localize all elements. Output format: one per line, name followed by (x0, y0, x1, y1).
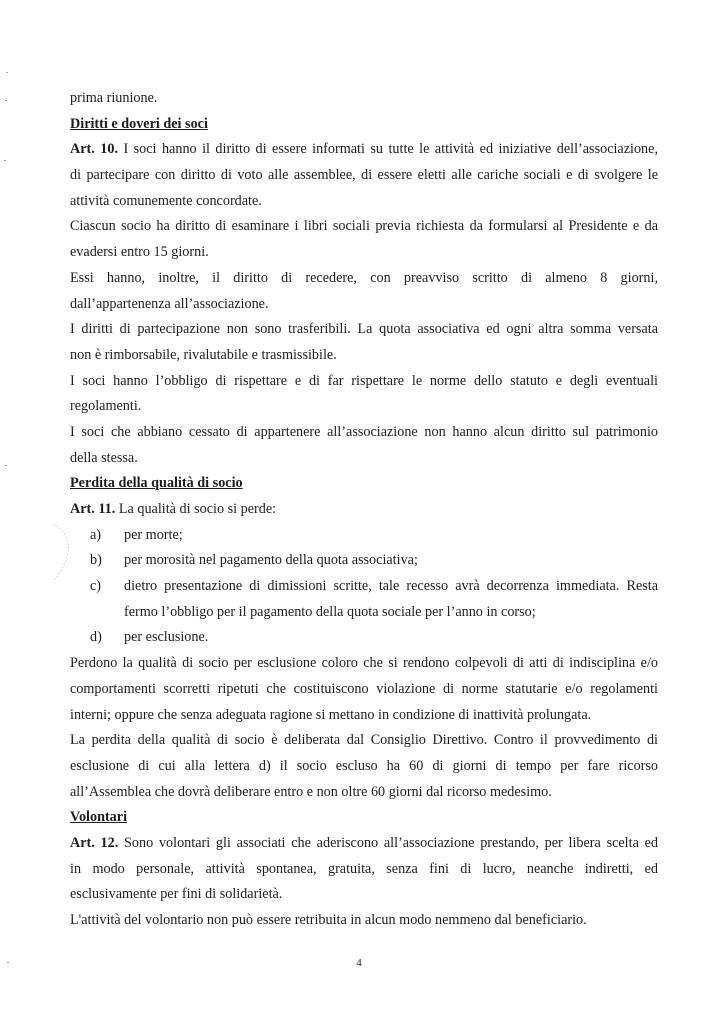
art10-line: attività comunemente concordate. (70, 192, 262, 209)
paragraph-line: Essi hanno, inoltre, il diritto di recedere, con preavviso scritto di almeno 8 giorni, (70, 269, 658, 286)
paragraph-line: I diritti di partecipazione non sono trasferibili. La quota associativa ed ogni altra somma versata (70, 321, 658, 338)
art10-line: di partecipare con diritto di voto alle assemblee, di essere eletti alle cariche sociali e di svolgere le (70, 167, 658, 184)
art12-line: Art. 12. Sono volontari gli associati che aderiscono all’associazione prestando, per libera scelta ed (70, 834, 658, 851)
list-item: d) per esclusione. (90, 629, 209, 646)
paragraph-line: I soci hanno l’obbligo di rispettare e di far rispettare le norme dello statuto e degli eventuali (70, 372, 658, 389)
paragraph-line: non è rimborsabile, rivalutabile e trasmissibile. (70, 346, 337, 363)
art12-line: esclusivamente per fini di solidarietà. (70, 886, 283, 903)
paragraph-line: Ciascun socio ha diritto di esaminare i libri sociali previa richiesta da formularsi al Presidente e da (70, 218, 658, 235)
section-heading-perdita: Perdita della qualità di socio (70, 475, 243, 492)
paragraph-line: regolamenti. (70, 398, 142, 415)
paragraph-line: dall’appartenenza all’associazione. (70, 295, 269, 312)
page-number: 4 (356, 957, 362, 969)
paragraph-line: I soci che abbiano cessato di appartenere all’associazione non hanno alcun diritto sul patrimonio (70, 423, 658, 440)
scan-speck (5, 465, 7, 466)
paragraph-line: esclusione di cui alla lettera d) il socio escluso ha 60 di giorni di tempo per fare ricorso (70, 757, 658, 774)
paragraph-line: prima riunione. (70, 90, 158, 106)
paragraph-line: La perdita della qualità di socio è deliberata dal Consiglio Direttivo. Contro il provvedimento di (70, 732, 658, 749)
article-label: Art. 11. (70, 501, 116, 517)
article-label: Art. 10. (70, 141, 119, 158)
paragraph-line: comportamenti scorretti ripetuti che costituiscono violazione di norme statutarie e/o regolamenti (70, 680, 658, 697)
paragraph-line: evadersi entro 15 giorni. (70, 244, 209, 261)
scan-speck (6, 72, 8, 73)
article-label: Art. 12. (70, 834, 119, 851)
list-item-continuation: fermo l’obbligo per il pagamento della quota sociale per l’anno in corso; (124, 603, 536, 620)
art10-line: Art. 10. I soci hanno il diritto di essere informati su tutte le attività ed iniziative dell’associazione, (70, 141, 658, 158)
list-item: c) dietro presentazione di dimissioni scritte, tale recesso avrà decorrenza immediata. Resta (90, 578, 658, 595)
paragraph-line: interni; oppure che senza adeguata ragione si mettano in condizione di inattività prolungata. (70, 706, 592, 723)
scan-speck (5, 100, 7, 101)
art11-intro: Art. 11. La qualità di socio si perde: (70, 501, 277, 517)
document-body (70, 86, 658, 934)
list-item: b) per morosità nel pagamento della quota associativa; (90, 552, 418, 569)
paragraph-line: della stessa. (70, 449, 138, 466)
list-item: a) per morte; (90, 526, 183, 543)
paragraph-line: L'attività del volontario non può essere retribuita in alcun modo nemmeno dal beneficiario. (70, 912, 587, 928)
paragraph-line: Perdono la qualità di socio per esclusione coloro che si rendono colpevoli di atti di indisciplina e/o (70, 655, 658, 672)
paragraph-line: all’Assemblea che dovrà deliberare entro e non oltre 60 giorni dal ricorso medesimo. (70, 783, 552, 800)
section-heading-diritti: Diritti e doveri dei soci (70, 115, 208, 132)
scan-speck (4, 160, 6, 161)
section-heading-volontari: Volontari (70, 809, 128, 826)
art12-line: in modo personale, attività spontanea, gratuita, senza fini di lucro, neanche indiretti, ed (70, 860, 658, 877)
